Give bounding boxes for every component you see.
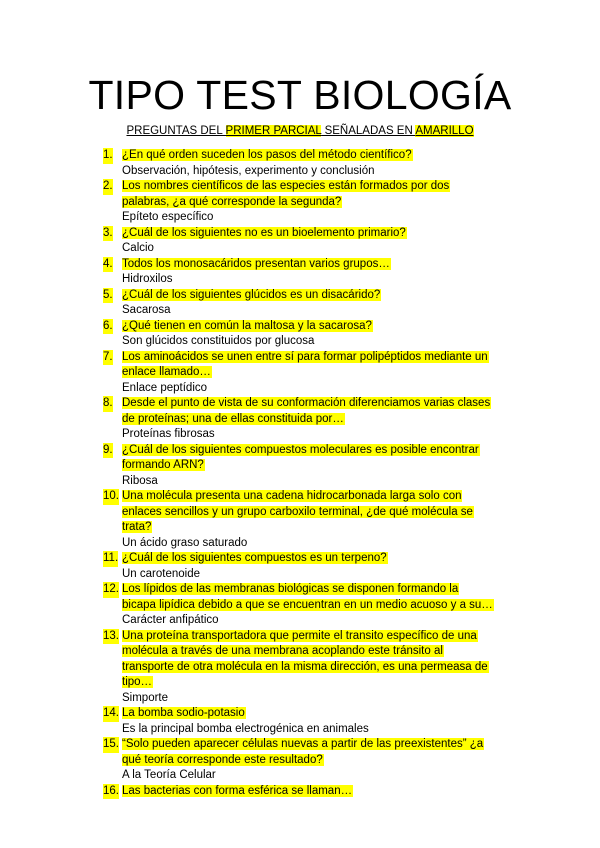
- answer-text: Un ácido graso saturado: [122, 536, 248, 549]
- question-text-line: [122, 195, 508, 211]
- question-text-highlight: enlace llamado…: [122, 366, 211, 378]
- question-text-line: [122, 629, 508, 645]
- question-item: [103, 350, 508, 397]
- question-text-highlight: Desde el punto de vista de su conformación diferenciamos varias clases: [122, 397, 491, 409]
- question-text-line: [122, 784, 508, 800]
- question-item: [103, 784, 508, 800]
- question-text-highlight: Los lípidos de las membranas biológicas se disponen formando la: [122, 583, 459, 595]
- question-text-highlight: Una molécula presenta una cadena hidrocarbonada larga solo con: [122, 490, 462, 502]
- question-number: 13.: [103, 629, 119, 645]
- question-text-highlight: Las bacterias con forma esférica se llaman…: [122, 784, 353, 797]
- question-text-line: [122, 737, 508, 753]
- question-text-line: [122, 660, 508, 676]
- question-item: [103, 288, 508, 319]
- question-text-line: [122, 226, 508, 242]
- question-text-highlight: trata?: [122, 521, 152, 533]
- question-item: [103, 257, 508, 288]
- answer-text: Ribosa: [122, 474, 158, 487]
- question-number: 1.: [103, 148, 113, 164]
- question-number: 11.: [103, 551, 118, 567]
- question-number: 7.: [103, 350, 113, 366]
- question-text-highlight: ¿Cuál de los siguientes compuestos es un terpeno?: [122, 552, 387, 564]
- answer-text: Hidroxilos: [122, 273, 173, 285]
- answer-text: Epíteto específico: [122, 211, 214, 223]
- subtitle-part-1: PREGUNTAS DEL: [126, 125, 226, 137]
- question-text-highlight: Todos los monosacáridos presentan varios grupos…: [122, 257, 390, 270]
- question-text-line: [122, 148, 508, 164]
- answer-text: Es la principal bomba electrogénica en animales: [122, 722, 369, 735]
- question-number: 15.: [103, 737, 119, 753]
- question-text-highlight: ¿Qué tienen en común la maltosa y la sacarosa?: [122, 319, 372, 332]
- question-text-line: [122, 675, 508, 691]
- question-text-highlight: Los aminoácidos se unen entre sí para formar polipéptidos mediante un: [122, 350, 488, 363]
- answer-text: Simporte: [122, 691, 169, 704]
- question-text-line: [122, 257, 508, 273]
- question-text-highlight: transporte de otra molécula en la misma dirección, es una permeasa de: [122, 660, 488, 673]
- question-item: [103, 629, 508, 707]
- question-number: 6.: [103, 319, 113, 335]
- question-text-line: [122, 582, 508, 598]
- question-number: 3.: [103, 226, 113, 242]
- question-text-line: [122, 179, 508, 195]
- question-text-highlight: ¿En qué orden suceden los pasos del método científico?: [122, 149, 412, 161]
- question-text-highlight: Una proteína transportadora que permite el transito específico de una: [122, 629, 477, 642]
- subtitle-part-3: SEÑALADAS EN: [321, 125, 416, 137]
- question-number: 9.: [103, 443, 113, 459]
- question-item: [103, 148, 508, 179]
- question-text-highlight: Los nombres científicos de las especies están formados por dos: [122, 180, 450, 192]
- question-text-line: [122, 396, 508, 412]
- question-list: [103, 148, 508, 799]
- question-text-highlight: de proteínas; una de ellas constituida por…: [122, 412, 344, 425]
- question-number: 8.: [103, 396, 113, 412]
- question-number: 2.: [103, 179, 113, 195]
- question-text-line: [122, 288, 508, 304]
- question-item: [103, 737, 508, 784]
- question-number: 12.: [103, 582, 119, 598]
- answer-text: Observación, hipótesis, experimento y conclusión: [122, 164, 375, 177]
- question-text-line: [122, 365, 508, 381]
- question-text-highlight: La bomba sodio-potasio: [122, 707, 245, 719]
- question-text-highlight: bicapa lipídica debido a que se encuentran en un medio acuoso y a su…: [122, 598, 493, 611]
- question-number: 14.: [103, 706, 119, 722]
- answer-text: Sacarosa: [122, 304, 171, 316]
- question-item: [103, 706, 508, 737]
- answer-text: Son glúcidos constituidos por glucosa: [122, 335, 315, 347]
- question-number: 4.: [103, 257, 113, 273]
- question-text-line: [122, 489, 508, 505]
- question-text-line: [122, 443, 508, 459]
- question-text-line: [122, 644, 508, 660]
- question-number: 16.: [103, 784, 119, 800]
- question-text-highlight: enlaces sencillos y un grupo carboxilo terminal, ¿de qué molécula se: [122, 505, 473, 518]
- question-text-highlight: qué teoría corresponde este resultado?: [122, 753, 323, 766]
- question-text-highlight: ¿Cuál de los siguientes compuestos moleculares es posible encontrar: [122, 443, 479, 456]
- question-text-line: [122, 520, 508, 536]
- question-text-highlight: ¿Cuál de los siguientes glúcidos es un disacárido?: [122, 288, 381, 301]
- answer-text: Calcio: [122, 242, 154, 254]
- subtitle-highlight-2: AMARILLO: [415, 125, 474, 137]
- subtitle-highlight-1: PRIMER PARCIAL: [225, 125, 322, 137]
- question-text-line: [122, 706, 508, 722]
- answer-text: Un carotenoide: [122, 567, 200, 580]
- question-text-line: [122, 319, 508, 335]
- question-number: 10.: [103, 489, 119, 505]
- question-text-highlight: formando ARN?: [122, 459, 204, 471]
- question-text-line: [122, 753, 508, 769]
- question-text-line: [122, 412, 508, 428]
- question-text-line: [122, 505, 508, 521]
- answer-text: Proteínas fibrosas: [122, 428, 215, 440]
- question-text-line: [122, 458, 508, 474]
- question-item: [103, 551, 508, 582]
- question-number: 5.: [103, 288, 113, 304]
- answer-text: Carácter anfipático: [122, 614, 219, 626]
- answer-text: A la Teoría Celular: [122, 769, 216, 781]
- question-item: [103, 443, 508, 490]
- question-text-highlight: “Solo pueden aparecer células nuevas a partir de las preexistentes” ¿a: [122, 738, 484, 750]
- question-text-highlight: palabras, ¿a qué corresponde la segunda?: [122, 195, 342, 208]
- question-item: [103, 489, 508, 551]
- page-subtitle: [0, 124, 600, 139]
- question-text-line: [122, 551, 508, 567]
- page-title: TIPO TEST BIOLOGÍA: [88, 72, 512, 118]
- question-item: [103, 319, 508, 350]
- answer-text: Enlace peptídico: [122, 381, 208, 394]
- question-text-highlight: ¿Cuál de los siguientes no es un bioelemento primario?: [122, 226, 406, 239]
- question-item: [103, 179, 508, 226]
- question-text-line: [122, 350, 508, 366]
- question-item: [103, 396, 508, 443]
- question-text-highlight: tipo…: [122, 676, 153, 688]
- question-item: [103, 582, 508, 629]
- question-item: [103, 226, 508, 257]
- question-text-line: [122, 598, 508, 614]
- question-text-highlight: molécula a través de una membrana acoplando este tránsito al: [122, 645, 443, 657]
